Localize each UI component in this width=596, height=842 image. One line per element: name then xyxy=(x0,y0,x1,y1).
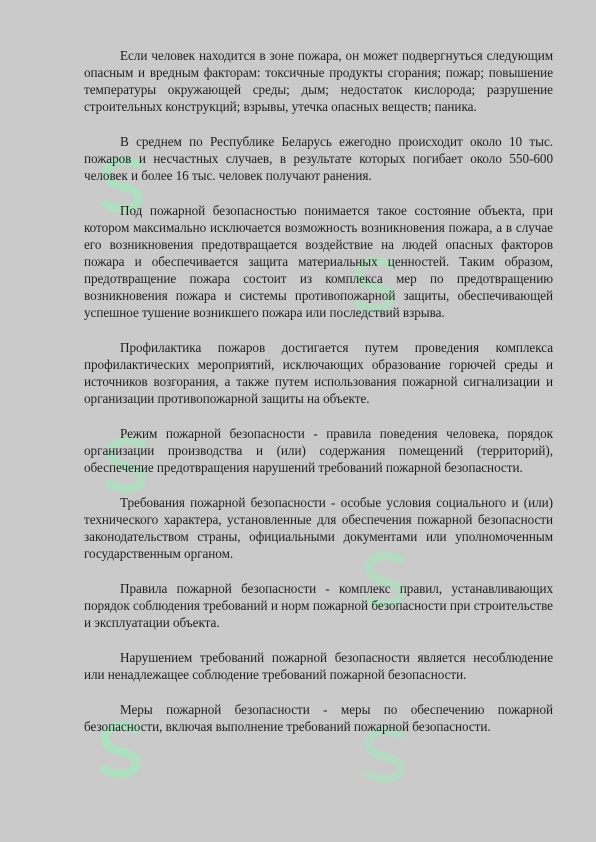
paragraph-fire-safety-regime: Режим пожарной безопасности - правила поведения человека, порядок организации производства и (или) содержания помещений (территорий), обеспечение предотвращения нарушений требований пожарной безопасности. xyxy=(84,426,553,475)
paragraph-violation: Нарушением требований пожарной безопасности является несоблюдение или ненадлежащее соблюдение требований пожарной безопасности. xyxy=(84,650,553,682)
paragraph-fire-safety-measures: Меры пожарной безопасности - меры по обеспечению пожарной безопасности, включая выполнение требований пожарной безопасности. xyxy=(84,702,553,734)
paragraph-fire-safety-requirements: Требования пожарной безопасности - особые условия социального и (или) технического характера, установленные для обеспечения пожарной безопасности законодательством страны, официальными документами или уполномоченным государственным органом. xyxy=(84,495,553,561)
paragraph-fire-prevention: Профилактика пожаров достигается путем проведения комплекса профилактических мероприятий, исключающих образование горючей среды и источников возгорания, а также путем использования пожарной сигнализации и организации противопожарной защиты на объекте. xyxy=(84,340,553,406)
paragraph-hazard-factors: Если человек находится в зоне пожара, он может подвергнуться следующим опасным и вредным факторам: токсичные продукты сгорания; пожар; повышение температуры окружающей среды; дым; недостаток кислорода; разрушение строительных конструкций; взрывы, утечка опасных веществ; паника. xyxy=(84,48,553,114)
paragraph-fire-safety-rules: Правила пожарной безопасности - комплекс правил, устанавливающих порядок соблюдения требований и норм пожарной безопасности при строительстве и эксплуатации объекта. xyxy=(84,581,553,630)
paragraph-fire-safety-definition: Под пожарной безопасностью понимается такое состояние объекта, при котором максимально исключается возможность возникновения пожара, а в случае его возникновения предотвращается воздействие на людей опасных факторов пожара и обеспечивается защита материальных ценностей. Таким образом, предотвращение пожара состоит из комплекса мер по предотвращению возникновения пожара и системы противопожарной защиты, обеспечивающей успешное тушение возникшего пожара или последствий взрыва. xyxy=(84,203,553,320)
document-body xyxy=(84,47,553,753)
paragraph-statistics: В среднем по Республике Беларусь ежегодно происходит около 10 тыс. пожаров и несчастных случаев, в результате которых погибает около 550-600 человек и более 16 тыс. человек получают ранения. xyxy=(84,134,553,183)
